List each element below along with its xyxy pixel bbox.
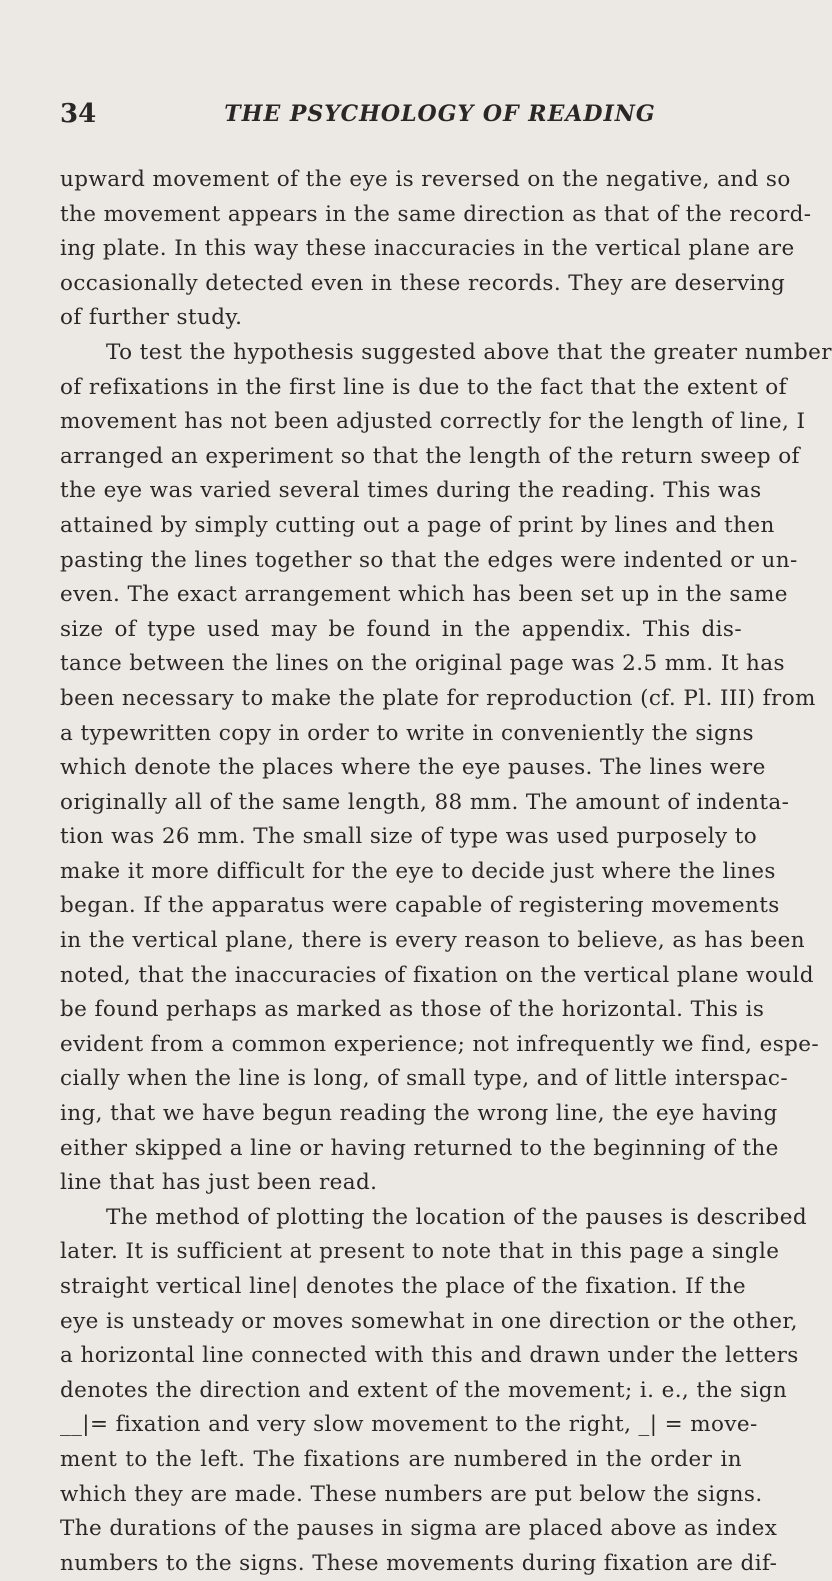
text-line: ing, that we have begun reading the wrong line, the eye having <box>60 1101 778 1127</box>
text-line: either skipped a line or having returned to the beginning of the <box>60 1135 779 1161</box>
text-line: which they are made. These numbers are put below the signs. <box>60 1481 763 1507</box>
running-head: THE PSYCHOLOGY OF READING <box>224 101 656 127</box>
text-line: noted, that the inaccuracies of fixation on the vertical plane would <box>60 962 814 988</box>
text-line: upward movement of the eye is reversed on the negative, and so <box>60 167 791 192</box>
text-line: occasionally detected even in these records. They are deserving <box>60 270 786 296</box>
page-header <box>60 94 740 134</box>
text-line: tance between the lines on the original page was 2.5 mm. It has <box>60 651 785 677</box>
text-line: cially when the line is long, of small type, and of little interspac- <box>60 1066 789 1092</box>
page-number: 34 <box>60 99 97 129</box>
text-line: began. If the apparatus were capable of registering movements <box>60 893 780 919</box>
body-text <box>60 163 832 1581</box>
text-line: of refixations in the first line is due to the fact that the extent of <box>60 374 787 400</box>
text-line: later. It is sufficient at present to note that in this page a single <box>60 1239 780 1265</box>
text-line: attained by simply cutting out a page of print by lines and then <box>60 512 775 538</box>
text-line: arranged an experiment so that the length of the return sweep of <box>60 443 800 469</box>
text-line: even. The exact arrangement which has been set up in the same <box>60 582 788 608</box>
text-line: ing plate. In this way these inaccuracies in the vertical plane are <box>60 236 795 262</box>
text-line: which denote the places where the eye pauses. The lines were <box>60 755 766 781</box>
text-line: size of type used may be found in the appendix. This dis- <box>60 616 742 642</box>
text-line: denotes the direction and extent of the movement; i. e., the sign <box>60 1377 788 1403</box>
text-line: numbers to the signs. These movements during fixation are dif- <box>60 1550 778 1576</box>
text-line: originally all of the same length, 88 mm. The amount of indenta- <box>60 789 790 815</box>
text-line: __|= fixation and very slow movement to the right, _| = move- <box>60 1412 758 1438</box>
text-line: of further study. <box>60 305 243 331</box>
text-line: tion was 26 mm. The small size of type was used purposely to <box>60 824 758 850</box>
text-line: straight vertical line| denotes the place of the fixation. If the <box>60 1274 747 1299</box>
text-line: The durations of the pauses in sigma are placed above as index <box>60 1516 778 1542</box>
text-line: a horizontal line connected with this and drawn under the letters <box>60 1343 799 1369</box>
text-line: eye is unsteady or moves somewhat in one direction or the other, <box>60 1308 798 1334</box>
text-line: be found perhaps as marked as those of the horizontal. This is <box>60 997 765 1023</box>
text-line: in the vertical plane, there is every reason to believe, as has been <box>60 928 806 954</box>
text-line: make it more difficult for the eye to decide just where the lines <box>60 858 776 884</box>
text-line: the eye was varied several times during the reading. This was <box>60 478 762 504</box>
text-line: evident from a common experience; not infrequently we find, espe- <box>60 1031 820 1057</box>
text-line: ment to the left. The fixations are numbered in the order in <box>60 1446 742 1472</box>
text-line: a typewritten copy in order to write in conveniently the signs <box>60 720 754 746</box>
text-line: been necessary to make the plate for reproduction (cf. Pl. III) from <box>60 685 816 711</box>
text-line: line that has just been read. <box>60 1170 378 1196</box>
text-line: To test the hypothesis suggested above that the greater number <box>106 339 832 365</box>
text-line: movement has not been adjusted correctly for the length of line, I <box>60 409 806 435</box>
text-line: pasting the lines together so that the edges were indented or un- <box>60 547 798 573</box>
text-line: the movement appears in the same direction as that of the record- <box>60 201 812 227</box>
text-line: The method of plotting the location of the pauses is described <box>106 1204 808 1230</box>
